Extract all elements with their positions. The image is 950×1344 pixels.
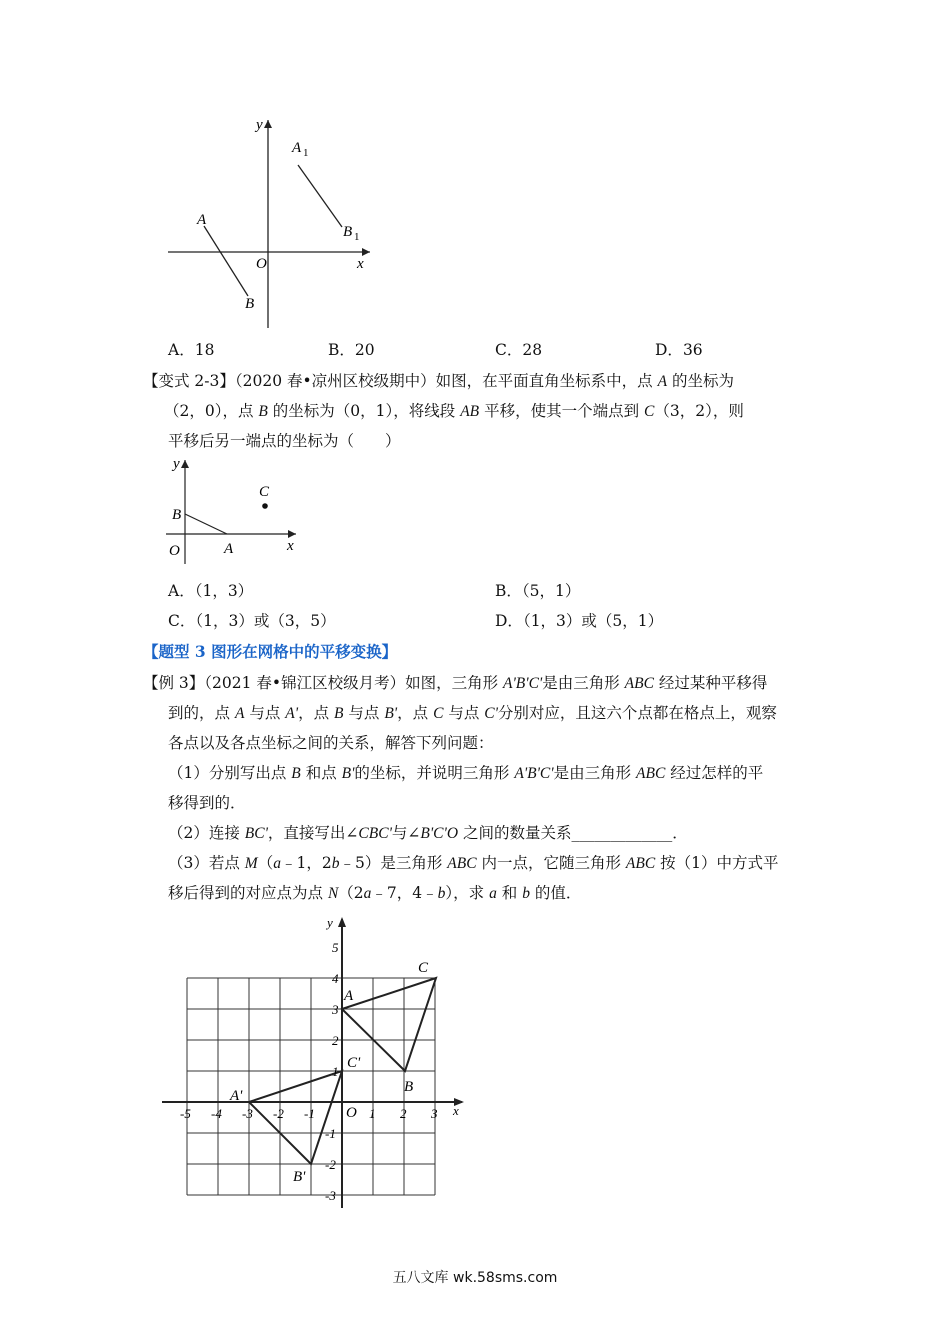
footer-watermark: 五八文库 wk.58sms.com xyxy=(392,1270,558,1286)
x-tick-label: -2 xyxy=(273,1106,284,1121)
y-tick-label: -2 xyxy=(325,1157,336,1172)
grid-point-a-prime: A' xyxy=(230,1088,243,1104)
fig1-point-b1-sub: 1 xyxy=(354,231,360,243)
grid-point-b: B xyxy=(404,1079,414,1095)
ex3-line-1: 【例 3】（2021 春•锦江区校级月考）如图，三角形 A'B'C'是由三角形 ABC 经过某种平移得 xyxy=(143,674,768,692)
figure-segments-ab-a1b1 xyxy=(160,110,390,340)
y-tick-label: 2 xyxy=(332,1033,339,1048)
x-tick-label: -4 xyxy=(211,1106,222,1121)
y-tick-label: -3 xyxy=(325,1188,336,1203)
q23-option-c[interactable]: C．（1，3）或（3，5） xyxy=(168,612,336,630)
q23-line-1: 【变式 2-3】（2020 春•凉州区校级期中）如图，在平面直角坐标系中，点 A 的坐标为 xyxy=(143,372,734,390)
fig1-point-a: A xyxy=(197,212,207,228)
q23-option-b[interactable]: B．（5，1） xyxy=(495,582,581,600)
ex3-part-1-cont: 移得到的． xyxy=(168,794,246,812)
q23-option-a[interactable]: A．（1，3） xyxy=(168,582,254,600)
figure-segment-ab-point-c xyxy=(160,452,310,567)
ex3-tag: 【例 3】 xyxy=(143,674,205,692)
fig1-point-a1: A xyxy=(292,140,302,156)
q23-tag: 【变式 2-3】 xyxy=(143,372,235,390)
prev-option-d[interactable]: D．36 xyxy=(655,341,703,359)
grid-origin: O xyxy=(346,1105,357,1121)
y-tick-label: -1 xyxy=(325,1126,336,1141)
ex3-part-1: （1）分别写出点 B 和点 B'的坐标，并说明三角形 A'B'C'是由三角形 ABC 经过怎样的平 xyxy=(168,764,764,782)
ex3-part-2: （2）连接 BC'，直接写出∠CBC'与∠B'C'O 之间的数量关系_____________． xyxy=(168,824,688,842)
fig1-point-a1-sub: 1 xyxy=(303,147,309,159)
grid-figure xyxy=(150,905,480,1215)
grid-point-b-prime: B' xyxy=(293,1169,306,1185)
ex3-part-3-cont: 移后得到的对应点为点 N（2a﹣7，4﹣b），求 a 和 b 的值． xyxy=(168,884,582,902)
q23-line-2: （2，0），点 B 的坐标为（0，1），将线段 AB 平移，使其一个端点到 C（3，2），则 xyxy=(164,402,744,420)
prev-option-a[interactable]: A．18 xyxy=(168,341,215,359)
x-tick-label: -1 xyxy=(304,1106,315,1121)
grid-point-c-prime: C' xyxy=(347,1055,361,1071)
fig1-point-b1: B xyxy=(343,224,353,240)
ex3-line-2: 到的，点 A 与点 A'，点 B 与点 B'，点 C 与点 C'分别对应，且这六个点都在格点上，观察 xyxy=(168,704,777,722)
x-tick-label: 3 xyxy=(431,1106,438,1121)
answer-blank[interactable]: _____________ xyxy=(571,824,673,842)
fig2-point-b: B xyxy=(172,507,182,523)
grid-axis-x: x xyxy=(453,1103,459,1118)
ex3-line-3: 各点以及各点坐标之间的关系，解答下列问题： xyxy=(168,734,494,752)
x-tick-label: 2 xyxy=(400,1106,407,1121)
q23-line-3: 平移后另一端点的坐标为（ ） xyxy=(168,432,401,450)
fig2-point-c: C xyxy=(259,484,270,500)
fig1-axis-x: x xyxy=(357,256,364,272)
grid-point-a: A xyxy=(344,988,354,1004)
x-tick-label: -5 xyxy=(180,1106,191,1121)
triangle-a2b2c2 xyxy=(249,1071,342,1164)
y-tick-label: 3 xyxy=(332,1002,339,1017)
fig2-axis-x: x xyxy=(287,538,294,554)
y-tick-label: 5 xyxy=(332,940,339,955)
fig1-origin: O xyxy=(256,256,267,272)
y-tick-label: 1 xyxy=(332,1064,339,1079)
y-tick-label: 4 xyxy=(332,971,339,986)
fig2-origin: O xyxy=(169,543,180,559)
grid-axis-y: y xyxy=(327,915,333,930)
fig2-axis-y: y xyxy=(173,456,180,472)
fig1-point-b: B xyxy=(245,296,255,312)
x-tick-label: -3 xyxy=(242,1106,253,1121)
q23-option-d[interactable]: D．（1，3）或（5，1） xyxy=(495,612,664,630)
ex3-part-3: （3）若点 M（a﹣1，2b﹣5）是三角形 ABC 内一点，它随三角形 ABC 按（1）中方式平 xyxy=(168,854,779,872)
fig2-point-a: A xyxy=(224,541,234,557)
prev-option-c[interactable]: C．28 xyxy=(495,341,543,359)
grid-point-c: C xyxy=(418,960,429,976)
section-heading: 【题型 3 图形在网格中的平移变换】 xyxy=(143,642,398,661)
x-tick-label: 1 xyxy=(369,1106,376,1121)
prev-option-b[interactable]: B．20 xyxy=(328,341,375,359)
fig1-axis-y: y xyxy=(256,117,263,133)
